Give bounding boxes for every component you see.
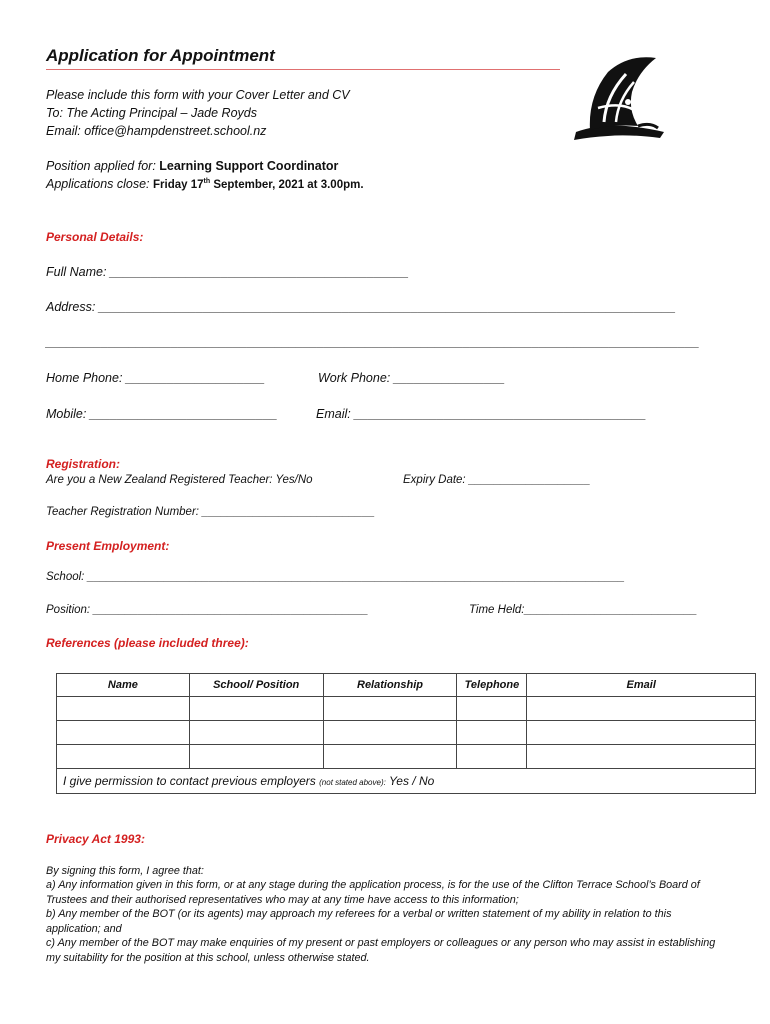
table-row bbox=[57, 697, 756, 721]
title-divider bbox=[46, 69, 560, 70]
permission-cell[interactable] bbox=[57, 769, 756, 794]
privacy-clause-c: c) Any member of the BOT may make enquiries of my present or past employers or colleagues or any person who may assist in establishing my suitability for the position at this school, unless otherwise stated. bbox=[46, 937, 716, 964]
present-employment-heading: Present Employment: bbox=[46, 539, 170, 553]
reference-telephone-cell[interactable] bbox=[457, 697, 527, 721]
reference-relationship-cell[interactable] bbox=[323, 721, 457, 745]
references-table bbox=[56, 673, 756, 794]
position-field[interactable]: Position: ___________________________________________ bbox=[46, 604, 369, 616]
reference-school-cell[interactable] bbox=[189, 745, 323, 769]
column-header-name: Name bbox=[57, 674, 190, 697]
close-label: Applications close: bbox=[46, 177, 154, 191]
mobile-field[interactable]: Mobile: ___________________________ bbox=[46, 407, 278, 421]
privacy-clause-a: a) Any information given in this form, or at any stage during the application process, is for the use of the Clifton Terrace School’s Board of Trustees and their authorised representatives who may at any time have access to this information; bbox=[46, 879, 700, 906]
table-header-row bbox=[57, 674, 756, 697]
address-field[interactable]: Address: ___________________________________________________________________________________ bbox=[46, 300, 676, 314]
table-row bbox=[57, 721, 756, 745]
position-label: Position applied for: bbox=[46, 159, 160, 173]
reference-school-cell[interactable] bbox=[189, 697, 323, 721]
close-date: Friday 17th September, 2021 at 3.00pm. bbox=[153, 178, 364, 191]
column-header-email: Email bbox=[527, 674, 756, 697]
reference-telephone-cell[interactable] bbox=[457, 745, 527, 769]
home-phone-field[interactable]: Home Phone: ____________________ bbox=[46, 371, 265, 385]
reference-email-cell[interactable] bbox=[527, 745, 756, 769]
reference-telephone-cell[interactable] bbox=[457, 721, 527, 745]
reference-name-cell[interactable] bbox=[57, 721, 190, 745]
school-logo-sail-icon bbox=[568, 52, 668, 144]
reference-email-cell[interactable] bbox=[527, 697, 756, 721]
reference-name-cell[interactable] bbox=[57, 745, 190, 769]
table-row bbox=[57, 745, 756, 769]
position-value: Learning Support Coordinator bbox=[159, 159, 339, 173]
privacy-intro: By signing this form, I agree that: bbox=[46, 865, 204, 877]
expiry-date-field[interactable]: Expiry Date: ___________________ bbox=[403, 474, 591, 486]
registration-heading: Registration: bbox=[46, 457, 121, 471]
reference-relationship-cell[interactable] bbox=[323, 697, 457, 721]
school-logo bbox=[568, 52, 668, 144]
school-field[interactable]: School: ____________________________________________________________________________________ bbox=[46, 571, 625, 583]
email-field[interactable]: Email: __________________________________________ bbox=[316, 407, 647, 421]
full-name-field[interactable]: Full Name: ___________________________________________ bbox=[46, 265, 409, 279]
address-line-2-field[interactable]: ______________________________________________________________________________________________ bbox=[46, 335, 700, 349]
reference-email-cell[interactable] bbox=[527, 721, 756, 745]
contact-email: Email: office@hampdenstreet.school.nz bbox=[46, 124, 267, 138]
personal-details-heading: Personal Details: bbox=[46, 230, 144, 244]
registered-teacher-question[interactable]: Are you a New Zealand Registered Teacher: Yes/No bbox=[46, 474, 313, 486]
intro-text: Please include this form with your Cover Letter and CV bbox=[46, 88, 350, 102]
references-heading: References (please included three): bbox=[46, 636, 249, 650]
permission-note: (not stated above): bbox=[319, 778, 386, 787]
permission-answer[interactable]: Yes / No bbox=[385, 774, 435, 788]
recipient-text: To: The Acting Principal – Jade Royds bbox=[46, 106, 257, 120]
column-header-relationship: Relationship bbox=[323, 674, 457, 697]
time-held-field[interactable]: Time Held:___________________________ bbox=[469, 604, 698, 616]
reference-name-cell[interactable] bbox=[57, 697, 190, 721]
registration-number-field[interactable]: Teacher Registration Number: ___________________________ bbox=[46, 506, 375, 518]
column-header-school-position: School/ Position bbox=[189, 674, 323, 697]
permission-row bbox=[57, 769, 756, 794]
position-applied bbox=[46, 159, 338, 173]
permission-text: I give permission to contact previous employers bbox=[63, 774, 320, 788]
page-title: Application for Appointment bbox=[46, 46, 275, 65]
privacy-clause-b: b) Any member of the BOT (or its agents) may approach my referees for a verbal or written statement of my ability in relation to this application; and bbox=[46, 908, 672, 935]
privacy-act-heading: Privacy Act 1993: bbox=[46, 832, 145, 846]
applications-close bbox=[46, 177, 364, 191]
work-phone-field[interactable]: Work Phone: ________________ bbox=[318, 371, 505, 385]
reference-school-cell[interactable] bbox=[189, 721, 323, 745]
column-header-telephone: Telephone bbox=[457, 674, 527, 697]
reference-relationship-cell[interactable] bbox=[323, 745, 457, 769]
